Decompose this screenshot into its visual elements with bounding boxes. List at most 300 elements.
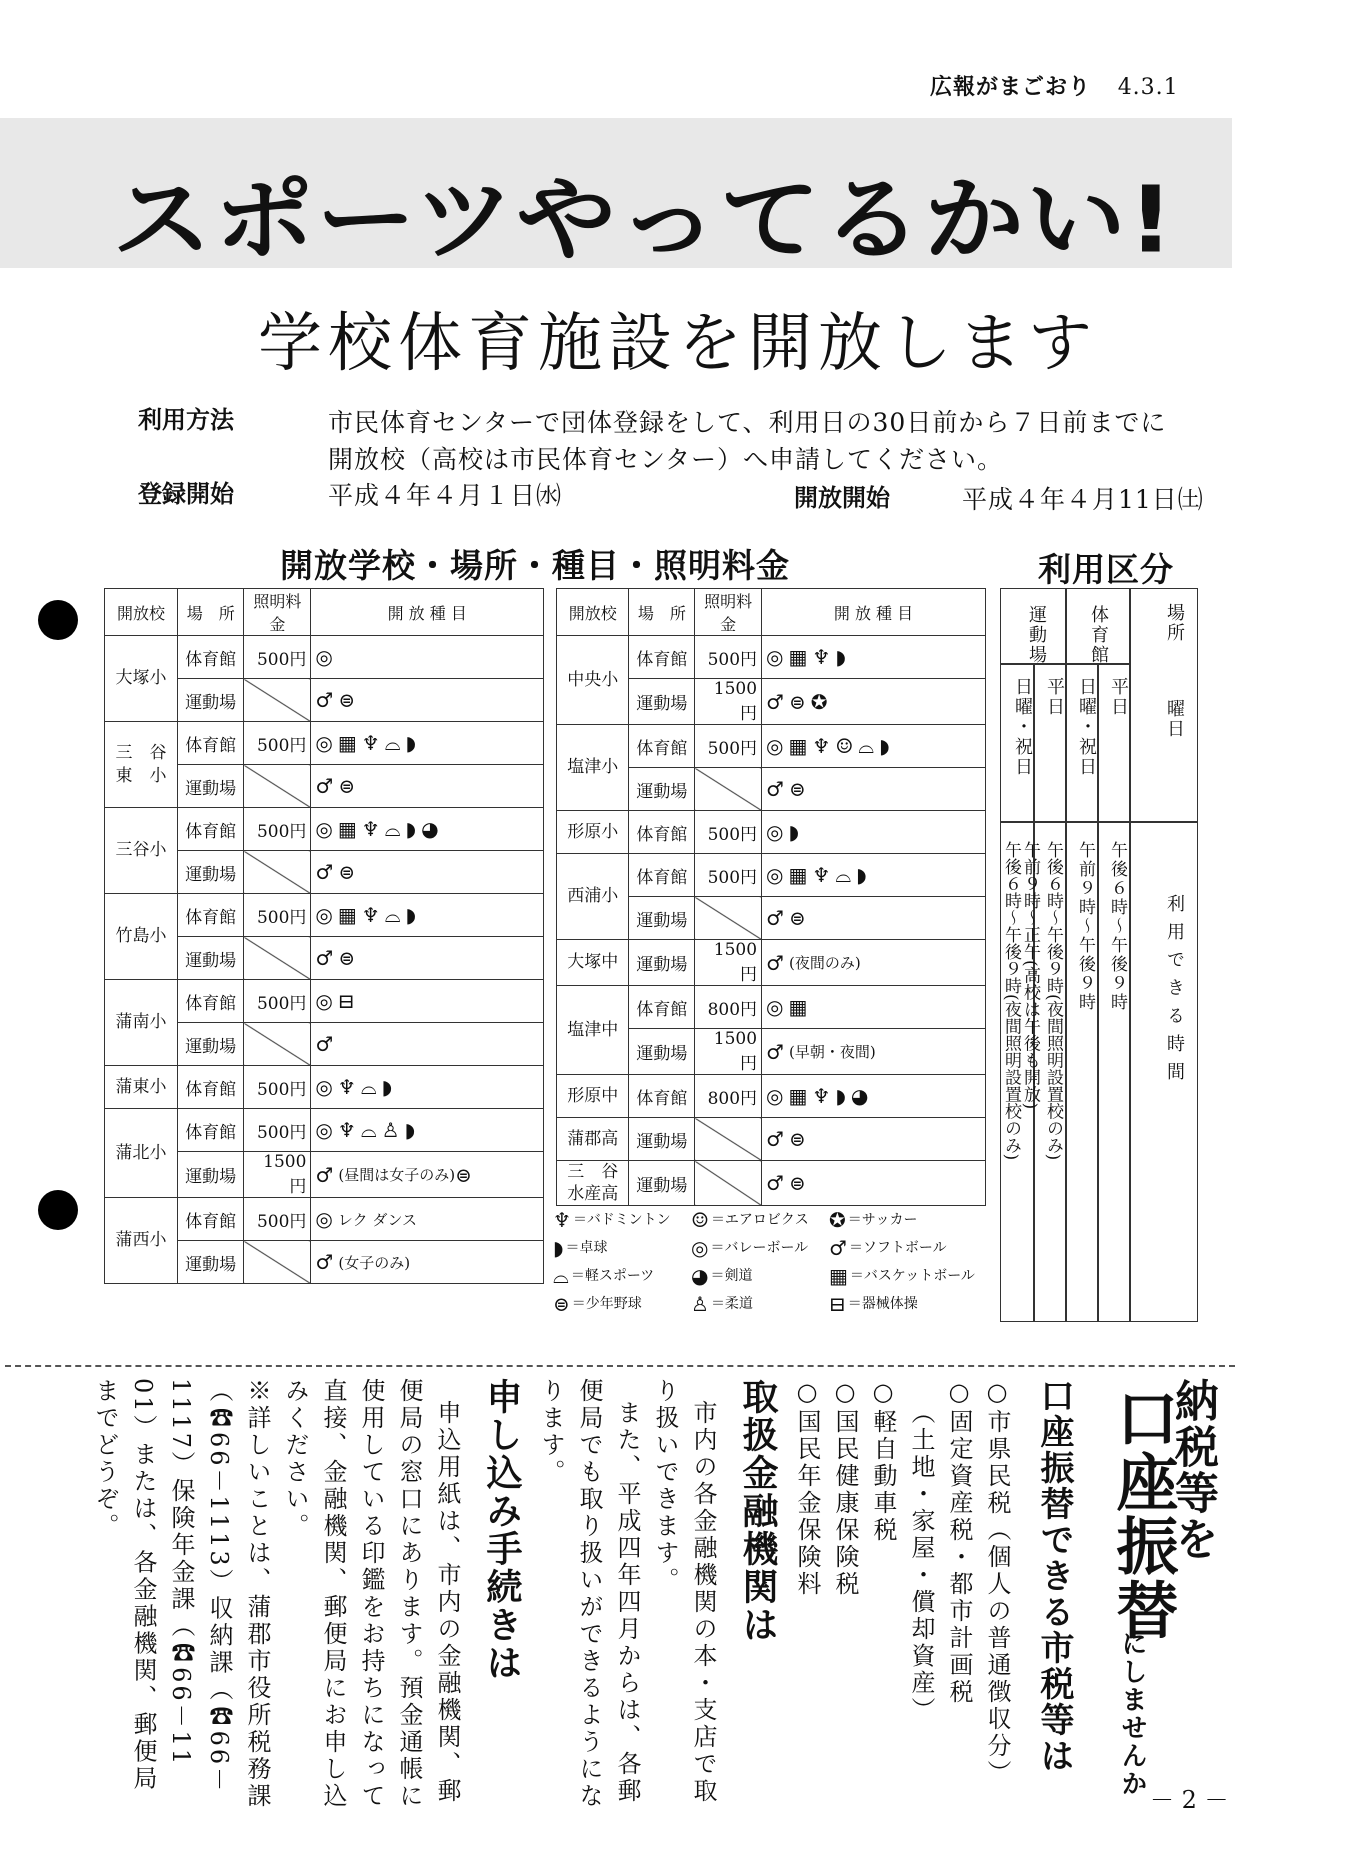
usage-field-holiday-time-2: 午後６時～午後９時(夜間照明設置校のみ) [1001,841,1021,1161]
facilities-section-title: 開放学校・場所・種目・照明料金 [280,546,790,585]
table-row [105,636,544,679]
opening-value: 平成４年４月11日㈯ [962,485,1204,514]
sports-cell [762,854,986,897]
registration-value: 平成４年４月１日㈬ [328,481,563,510]
school-name: 蒲南小 [105,980,178,1066]
basketball-icon: ▦ [788,734,808,759]
school-name: 大塚中 [557,940,629,986]
sports-cell [762,1118,986,1161]
facility-table-right [556,588,986,1206]
tax-headline-2: 口座振替 [1106,1386,1179,1642]
section-divider [5,1365,1235,1367]
usage-col-place: 場所 [1164,603,1185,643]
legend-label: ＝バドミントン [572,1212,671,1228]
legend-label: ＝軽スポーツ [570,1268,655,1284]
usage-section-title: 利用区分 [1038,550,1174,589]
lighting-fee: 500円 [695,725,762,768]
tax-item: ○市県民税（個人の普通徴収分） [983,1378,1011,1787]
school-name: 蒲西小 [105,1198,178,1284]
header-fee: 照明料金 [244,589,311,636]
facility-place: 運動場 [629,940,695,986]
procedure-text: 01）または、各金融機関、郵便局 [129,1378,157,1793]
badminton-icon: ♆ [361,731,380,756]
judo-icon: ♙ [691,1292,709,1316]
sports-cell [311,1152,544,1198]
sports-cell [311,1066,544,1109]
lighting-fee: 1500円 [695,679,762,725]
aerobics-icon: ☺ [835,734,854,759]
light-sports-icon: ⌓ [835,863,852,888]
usage-method-label: 利用方法 [138,406,234,434]
facility-place: 運動場 [629,1161,695,1206]
legend-item [829,1236,947,1260]
legend-item [829,1208,918,1232]
baseball-icon: ⊜ [455,1162,472,1187]
sports-note: (昼間は女子のみ) [338,1166,456,1184]
facility-place: 体育館 [178,980,244,1023]
lighting-fee [244,1023,311,1066]
table-row [557,1161,986,1206]
sports-cell [311,1023,544,1066]
facility-place: 体育館 [629,854,695,897]
legend-item [691,1208,809,1232]
baseball-icon: ⊜ [788,689,806,714]
badminton-icon: ♆ [361,817,380,842]
light-sports-icon: ⌓ [384,903,401,928]
softball-icon: ♂ [766,906,784,931]
volleyball-icon: ◎ [766,1084,784,1109]
badminton-icon: ♆ [812,645,831,670]
school-name: 蒲東小 [105,1066,178,1109]
volleyball-icon: ◎ [766,645,784,670]
lighting-fee: 500円 [244,1198,311,1241]
facility-place: 運動場 [178,1241,244,1284]
gym-equipment-icon: ⊟ [337,989,355,1014]
sports-cell [311,722,544,765]
legend-item [691,1264,752,1288]
legend-item [691,1292,753,1316]
facility-place: 体育館 [629,1075,695,1118]
volleyball-icon: ◎ [315,817,333,842]
table-row [557,636,986,679]
baseball-icon: ⊜ [788,1127,806,1152]
facility-place: 運動場 [178,1152,244,1198]
basketball-icon: ▦ [829,1264,848,1288]
softball-icon: ♂ [766,689,784,714]
school-name: 形原中 [557,1075,629,1118]
table-tennis-icon: ◗ [856,863,867,888]
lighting-fee [695,1118,762,1161]
sports-cell [311,1241,544,1284]
facility-place: 体育館 [629,725,695,768]
sports-cell [762,897,986,940]
tax-item: （土地・家屋・償却資産） [907,1400,935,1724]
facility-place: 体育館 [629,636,695,679]
page-subtitle: 学校体育施設を開放します [258,307,1098,381]
publication-date: 4.3.1 [1117,75,1179,100]
table-tennis-icon: ◗ [405,731,417,756]
lighting-fee: 500円 [695,636,762,679]
procedure-text: ※詳しいことは、蒲郡市役所税務課 [243,1378,271,1810]
school-name: 竹島小 [105,894,178,980]
light-sports-icon: ⌓ [360,1118,377,1143]
usage-col-time: 利用できる時間 [1164,894,1185,1090]
facility-place: 体育館 [178,808,244,851]
school-name: 中央小 [557,636,629,725]
table-row [105,894,544,937]
baseball-icon: ⊜ [788,777,806,802]
facility-place: 運動場 [178,937,244,980]
procedure-text: 使用している印鑑をお持ちになって [357,1378,385,1810]
table-tennis-icon: ◗ [405,903,417,928]
usage-field-holiday-time-1: 午前９時～正午(高校は午後も開放) [1020,841,1040,1110]
sports-cell [311,894,544,937]
baseball-icon: ⊜ [338,946,356,971]
softball-icon: ♂ [315,1162,334,1187]
basketball-icon: ▦ [788,995,808,1020]
sports-cell [311,679,544,722]
lighting-fee [244,679,311,722]
badminton-icon: ♆ [812,734,831,759]
table-tennis-icon: ◗ [835,1084,846,1109]
usage-gym-weekday: 平日 [1108,677,1129,717]
sports-cell [762,725,986,768]
usage-col-day: 曜日 [1164,699,1185,739]
header-sports: 開 放 種 目 [311,589,544,636]
table-row [105,1066,544,1109]
lighting-fee [695,768,762,811]
sports-note: レク ダンス [337,1210,418,1229]
sports-cell [762,768,986,811]
registration-label: 登録開始 [138,480,234,508]
legend-item [553,1208,671,1232]
table-row [105,1198,544,1241]
sports-cell [311,980,544,1023]
facility-table-left [104,588,544,1284]
facility-place: 運動場 [178,765,244,808]
lighting-fee: 1500円 [695,1029,762,1075]
tax-item: ○固定資産税・都市計画税 [945,1378,973,1706]
judo-icon: ♙ [381,1118,400,1143]
volleyball-icon: ◎ [315,1207,333,1231]
page-number: － 2 － [1150,1786,1229,1814]
legend-label: ＝卓球 [565,1240,608,1256]
softball-icon: ♂ [766,1039,784,1064]
basketball-icon: ▦ [788,1084,808,1109]
tax-sub-headline: 口座振替できる市税等は [1034,1378,1074,1774]
lighting-fee [695,1161,762,1206]
softball-icon: ♂ [766,777,784,802]
table-row [557,1118,986,1161]
legend-label: ＝サッカー [847,1212,918,1228]
softball-icon: ♂ [315,774,334,799]
facility-place: 運動場 [178,1023,244,1066]
usage-gym-holiday: 日曜・祝日 [1076,677,1097,777]
sports-cell [762,986,986,1029]
opening-label: 開放開始 [794,484,890,512]
sports-cell [311,851,544,894]
facility-place: 体育館 [178,894,244,937]
facility-place: 運動場 [629,1029,695,1075]
usage-table [1000,588,1198,1322]
legend-label: ＝バスケットボール [849,1268,975,1284]
usage-gym-holiday-time: 午前９時～午後９時 [1075,841,1095,1012]
sports-cell [311,808,544,851]
binder-hole [38,600,78,640]
procedure-text: 便局の窓口にあります。預金通帳に [395,1378,423,1810]
lighting-fee: 800円 [695,1075,762,1118]
sports-cell [311,937,544,980]
usage-gym: 体育館 [1088,605,1109,665]
usage-gym-weekday-time: 午後６時～午後９時 [1107,841,1127,1012]
soccer-icon: ✪ [810,689,828,714]
basketball-icon: ▦ [337,731,357,756]
legend-label: ＝エアロビクス [710,1212,809,1228]
sports-cell [311,765,544,808]
volleyball-icon: ◎ [315,645,333,670]
light-sports-icon: ⌓ [384,731,401,756]
baseball-icon: ⊜ [788,906,806,931]
school-name: 三 谷 水産高 [557,1161,629,1206]
softball-icon: ♂ [766,950,784,975]
school-name: 蒲北小 [105,1109,178,1198]
procedure-heading: 申し込み手続きは [481,1378,522,1682]
binder-hole [38,1190,78,1230]
lighting-fee: 1500円 [695,940,762,986]
header-school: 開放校 [105,589,178,636]
sports-cell [762,940,986,986]
lighting-fee: 500円 [244,636,311,679]
aerobics-icon: ☺ [691,1208,709,1232]
volleyball-icon: ◎ [766,820,784,845]
school-name: 三 谷 東 小 [105,722,178,808]
header-fee: 照明料金 [695,589,762,636]
table-tennis-icon: ◗ [835,645,846,670]
usage-method-line2: 開放校（高校は市民体育センター）へ申請してください。 [328,445,1004,474]
basketball-icon: ▦ [337,903,357,928]
lighting-fee [695,897,762,940]
facility-place: 体育館 [178,1066,244,1109]
lighting-fee [244,1241,311,1284]
legend-item [829,1264,975,1288]
school-name: 西浦小 [557,854,629,940]
lighting-fee: 500円 [244,1109,311,1152]
tax-item: ○国民年金保険料 [793,1378,821,1598]
kendo-icon: ◕ [850,1084,869,1109]
baseball-icon: ⊜ [338,688,356,713]
usage-method-line1: 市民体育センターで団体登録をして、利用日の30日前から７日前までに [328,408,1167,437]
procedure-text: 1117）保険年金課（☎66－11 [167,1378,195,1768]
legend-item [829,1292,918,1316]
softball-icon: ♂ [829,1236,847,1260]
usage-field: 運動場 [1026,605,1047,665]
lighting-fee: 500円 [695,811,762,854]
facility-place: 体育館 [178,722,244,765]
badminton-icon: ♆ [812,1084,831,1109]
sports-cell [311,636,544,679]
basketball-icon: ▦ [337,817,357,842]
softball-icon: ♂ [766,1127,784,1152]
lighting-fee [244,851,311,894]
baseball-icon: ⊜ [788,1171,806,1196]
sports-cell [311,1198,544,1241]
lighting-fee: 800円 [695,986,762,1029]
legend-label: ＝少年野球 [571,1296,642,1312]
institutions-text: り扱いできます。 [651,1378,679,1594]
legend-label: ＝柔道 [710,1296,753,1312]
sports-note: (女子のみ) [338,1253,411,1272]
softball-icon: ♂ [315,946,334,971]
basketball-icon: ▦ [788,863,808,888]
soccer-icon: ✪ [829,1208,846,1232]
sports-note: (早朝・夜間) [788,1043,876,1061]
table-tennis-icon: ◗ [788,820,800,845]
procedure-text: みください。 [281,1378,309,1540]
softball-icon: ♂ [315,1032,334,1057]
table-tennis-icon: ◗ [381,1075,393,1100]
facility-place: 運動場 [178,851,244,894]
volleyball-icon: ◎ [766,995,784,1020]
volleyball-icon: ◎ [315,1075,333,1100]
lighting-fee [244,765,311,808]
softball-icon: ♂ [315,860,334,885]
procedure-text: 申込用紙は、市内の金融機関、郵 [433,1400,461,1805]
sports-cell [311,1109,544,1152]
volleyball-icon: ◎ [315,989,333,1014]
header-sports: 開 放 種 目 [762,589,986,636]
sports-note: (夜間のみ) [788,954,861,972]
facility-place: 体育館 [629,986,695,1029]
sports-cell [762,679,986,725]
tax-headline-3: にしませんか [1117,1630,1147,1798]
badminton-icon: ♆ [361,903,380,928]
lighting-fee: 500円 [244,722,311,765]
school-name: 塩津中 [557,986,629,1075]
usage-field-holiday: 日曜・祝日 [1012,677,1033,777]
lighting-fee: 500円 [695,854,762,897]
tax-item: ○国民健康保険税 [831,1378,859,1598]
facility-place: 体育館 [178,636,244,679]
table-row [105,722,544,765]
table-tennis-icon: ◗ [405,817,417,842]
institutions-heading: 取扱金融機関は [737,1378,778,1644]
facility-place: 体育館 [178,1198,244,1241]
table-row [557,986,986,1029]
publication-header [930,70,1179,101]
lighting-fee [244,937,311,980]
facility-place: 体育館 [178,1109,244,1152]
table-row [557,1075,986,1118]
baseball-icon: ⊜ [553,1292,570,1316]
usage-field-weekday-time: 午後６時～午後９時(夜間照明設置校のみ) [1043,841,1063,1161]
volleyball-icon: ◎ [315,903,333,928]
school-name: 大塚小 [105,636,178,722]
basketball-icon: ▦ [788,645,808,670]
procedure-text: 直接、金融機関、郵便局にお申し込 [319,1378,347,1810]
procedure-text: までどうぞ。 [91,1378,119,1540]
tax-item: ○軽自動車税 [869,1378,897,1544]
sports-cell [762,811,986,854]
table-row [557,811,986,854]
facility-place: 運動場 [629,897,695,940]
softball-icon: ♂ [766,1171,784,1196]
facility-place: 運動場 [629,679,695,725]
table-row [557,854,986,897]
softball-icon: ♂ [315,1250,334,1274]
facility-place: 体育館 [629,811,695,854]
legend-item [553,1292,642,1316]
institutions-text: ります。 [537,1378,565,1486]
school-name: 蒲郡高 [557,1118,629,1161]
header-place: 場 所 [629,589,695,636]
volleyball-icon: ◎ [315,731,333,756]
page-title: スポーツやってるかい! [112,166,1176,274]
lighting-fee: 1500円 [244,1152,311,1198]
badminton-icon: ♆ [812,863,831,888]
legend-label: ＝バレーボール [710,1240,809,1256]
sports-cell [762,1029,986,1075]
legend-label: ＝ソフトボール [848,1240,947,1256]
kendo-icon: ◕ [691,1264,709,1288]
sports-cell [762,636,986,679]
header-school: 開放校 [557,589,629,636]
facility-place: 運動場 [178,679,244,722]
baseball-icon: ⊜ [338,774,356,799]
procedure-text: （☎66－1113）収納課（☎66－ [205,1378,233,1795]
volleyball-icon: ◎ [691,1236,709,1260]
gym-equipment-icon: ⊟ [829,1292,846,1316]
lighting-fee: 500円 [244,980,311,1023]
table-row [105,980,544,1023]
school-name: 塩津小 [557,725,629,811]
facility-place: 運動場 [629,1118,695,1161]
table-row [105,1109,544,1152]
kendo-icon: ◕ [421,817,439,842]
institutions-text: また、平成四年四月からは、各郵 [613,1400,641,1805]
legend-item [691,1236,808,1260]
institutions-text: 便局でも取り扱いができるようにな [575,1378,603,1810]
volleyball-icon: ◎ [315,1118,333,1143]
usage-field-weekday: 平日 [1044,677,1065,717]
sports-cell [762,1075,986,1118]
school-name: 形原小 [557,811,629,854]
volleyball-icon: ◎ [766,863,784,888]
tax-headline-1: 納税等を [1167,1378,1218,1562]
badminton-icon: ♆ [337,1118,356,1143]
light-sports-icon: ⌓ [553,1264,569,1288]
institutions-text: 市内の各金融機関の本・支店で取 [689,1400,717,1805]
volleyball-icon: ◎ [766,734,784,759]
table-tennis-icon: ◗ [879,734,890,759]
table-row [557,725,986,768]
publication-name: 広報がまごおり [930,75,1092,100]
legend-item [553,1236,608,1260]
lighting-fee: 500円 [244,1066,311,1109]
softball-icon: ♂ [315,688,334,713]
lighting-fee: 500円 [244,808,311,851]
table-row [557,940,986,986]
lighting-fee: 500円 [244,894,311,937]
sports-cell [762,1161,986,1206]
light-sports-icon: ⌓ [384,817,401,842]
badminton-icon: ♆ [337,1075,356,1100]
legend-label: ＝器械体操 [847,1296,918,1312]
baseball-icon: ⊜ [338,860,356,885]
table-tennis-icon: ◗ [404,1118,416,1143]
facility-place: 運動場 [629,768,695,811]
badminton-icon: ♆ [553,1208,571,1232]
legend-item [553,1264,654,1288]
